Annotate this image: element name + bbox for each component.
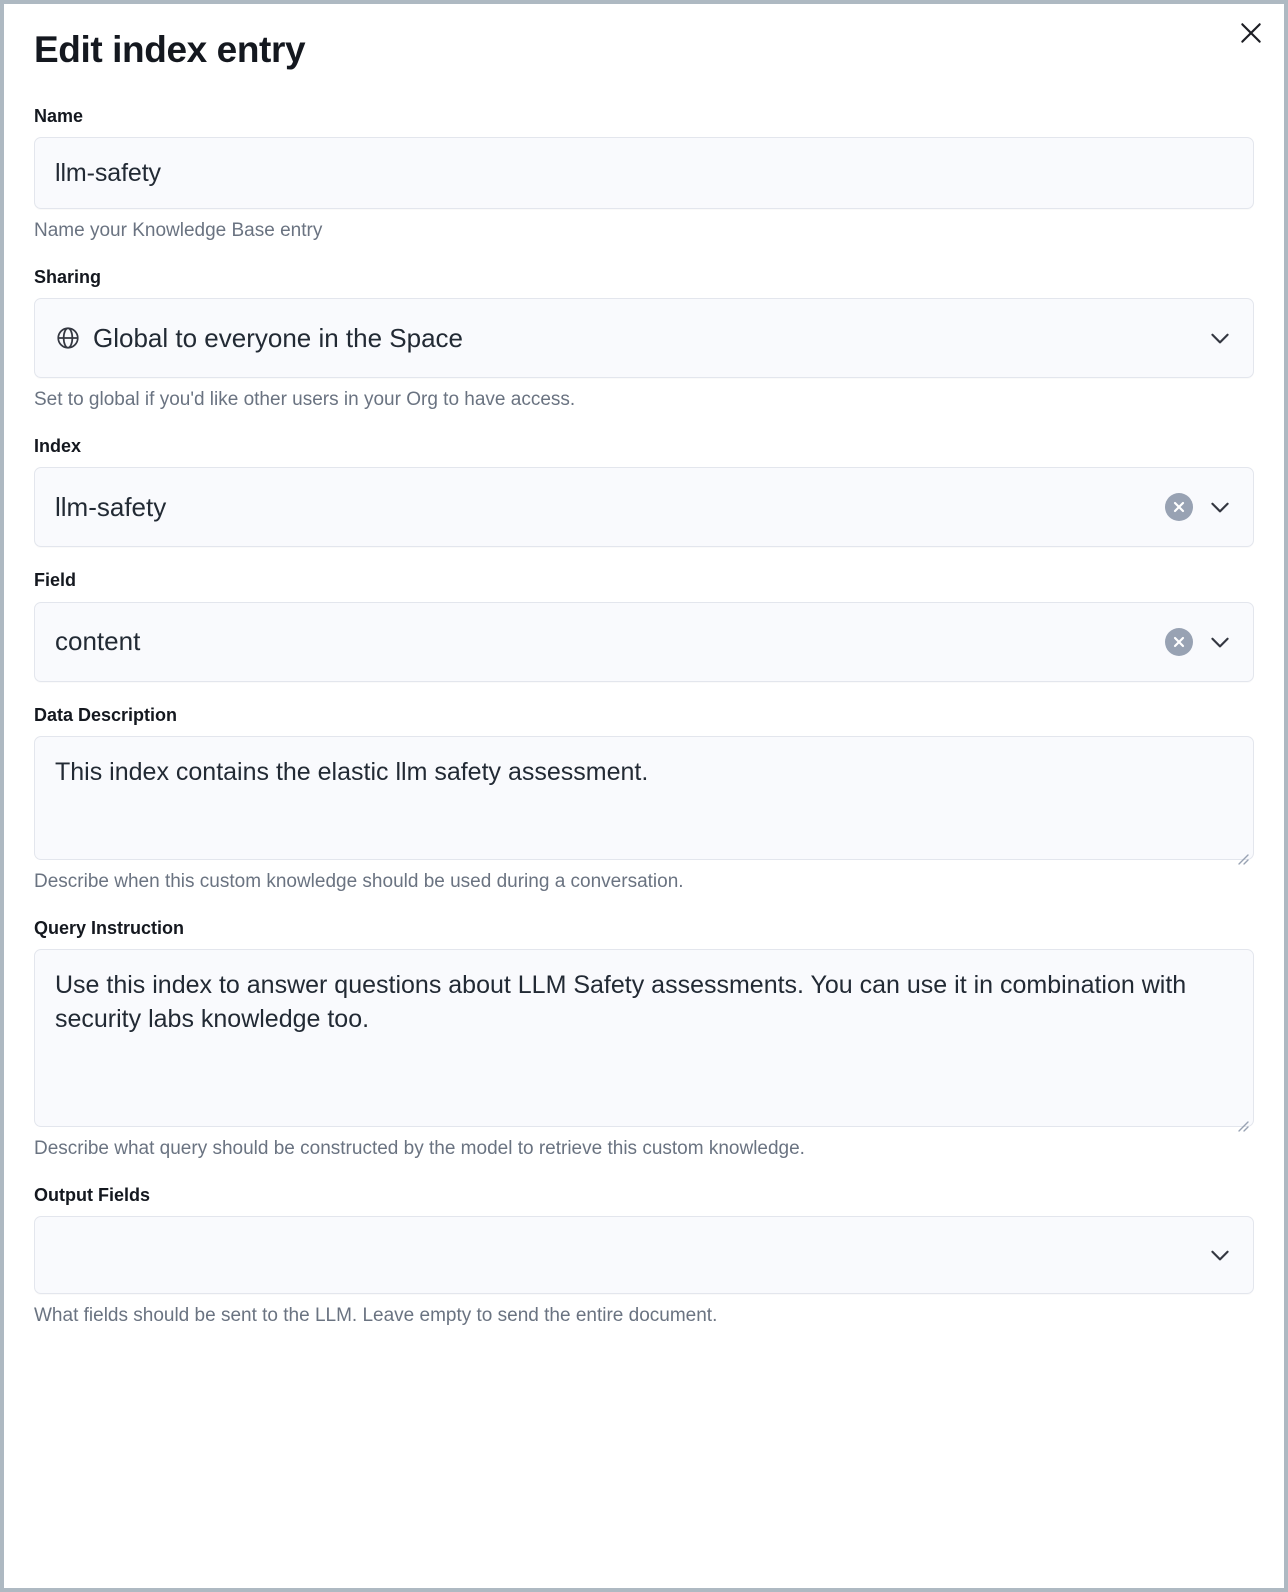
query-instruction-textarea[interactable] xyxy=(34,949,1254,1127)
output-fields-label: Output Fields xyxy=(34,1184,150,1205)
form-row-field xyxy=(34,569,1254,681)
sharing-select-value: Global to everyone in the Space xyxy=(93,322,464,353)
form-row-index xyxy=(34,435,1254,547)
data-description-label: Data Description xyxy=(34,704,178,725)
form-row-name xyxy=(34,105,1254,244)
name-label: Name xyxy=(34,105,84,126)
form-row-data-description xyxy=(34,704,1254,895)
data-description-value: This index contains the elastic llm safety assessment. xyxy=(55,757,649,786)
index-combobox[interactable] xyxy=(34,467,1254,547)
clear-index-icon[interactable] xyxy=(1165,493,1193,521)
form-row-query-instruction xyxy=(34,917,1254,1162)
query-instruction-value: Use this index to answer questions about LLM Safety assessments. You can use it in combination with security labs knowledge too. xyxy=(55,970,1187,1034)
query-instruction-label: Query Instruction xyxy=(34,917,185,938)
name-input-value: llm-safety xyxy=(55,158,161,187)
page-title: Edit index entry xyxy=(34,29,306,70)
name-help-text: Name your Knowledge Base entry xyxy=(34,220,323,242)
index-label: Index xyxy=(34,435,82,456)
chevron-down-icon xyxy=(1207,629,1233,655)
index-combobox-value: llm-safety xyxy=(55,491,167,522)
chevron-down-icon xyxy=(1207,1242,1233,1268)
name-input[interactable] xyxy=(34,137,1254,209)
sharing-select[interactable] xyxy=(34,298,1254,378)
chevron-down-icon xyxy=(1207,325,1233,351)
chevron-down-icon xyxy=(1207,494,1233,520)
sharing-help-text: Set to global if you'd like other users in your Org to have access. xyxy=(34,389,576,411)
resize-handle-icon[interactable] xyxy=(1233,1107,1249,1123)
data-description-help-text: Describe when this custom knowledge should be used during a conversation. xyxy=(34,870,684,892)
form-row-output-fields xyxy=(34,1184,1254,1329)
clear-field-icon[interactable] xyxy=(1165,628,1193,656)
resize-handle-icon[interactable] xyxy=(1233,840,1249,856)
query-instruction-help-text: Describe what query should be constructed by the model to retrieve this custom knowledge. xyxy=(34,1137,805,1159)
sharing-label: Sharing xyxy=(34,266,102,287)
field-combobox-value: content xyxy=(55,626,141,657)
field-combobox[interactable] xyxy=(34,602,1254,682)
output-fields-help-text: What fields should be sent to the LLM. Leave empty to send the entire document. xyxy=(34,1304,718,1326)
flyout-body xyxy=(4,4,1284,1329)
field-label: Field xyxy=(34,570,77,591)
data-description-textarea[interactable] xyxy=(34,736,1254,860)
close-icon[interactable] xyxy=(1232,14,1270,52)
output-fields-combobox[interactable] xyxy=(34,1216,1254,1294)
close-icon-glyph xyxy=(1238,20,1264,46)
globe-icon xyxy=(55,325,81,351)
form-row-sharing xyxy=(34,266,1254,413)
